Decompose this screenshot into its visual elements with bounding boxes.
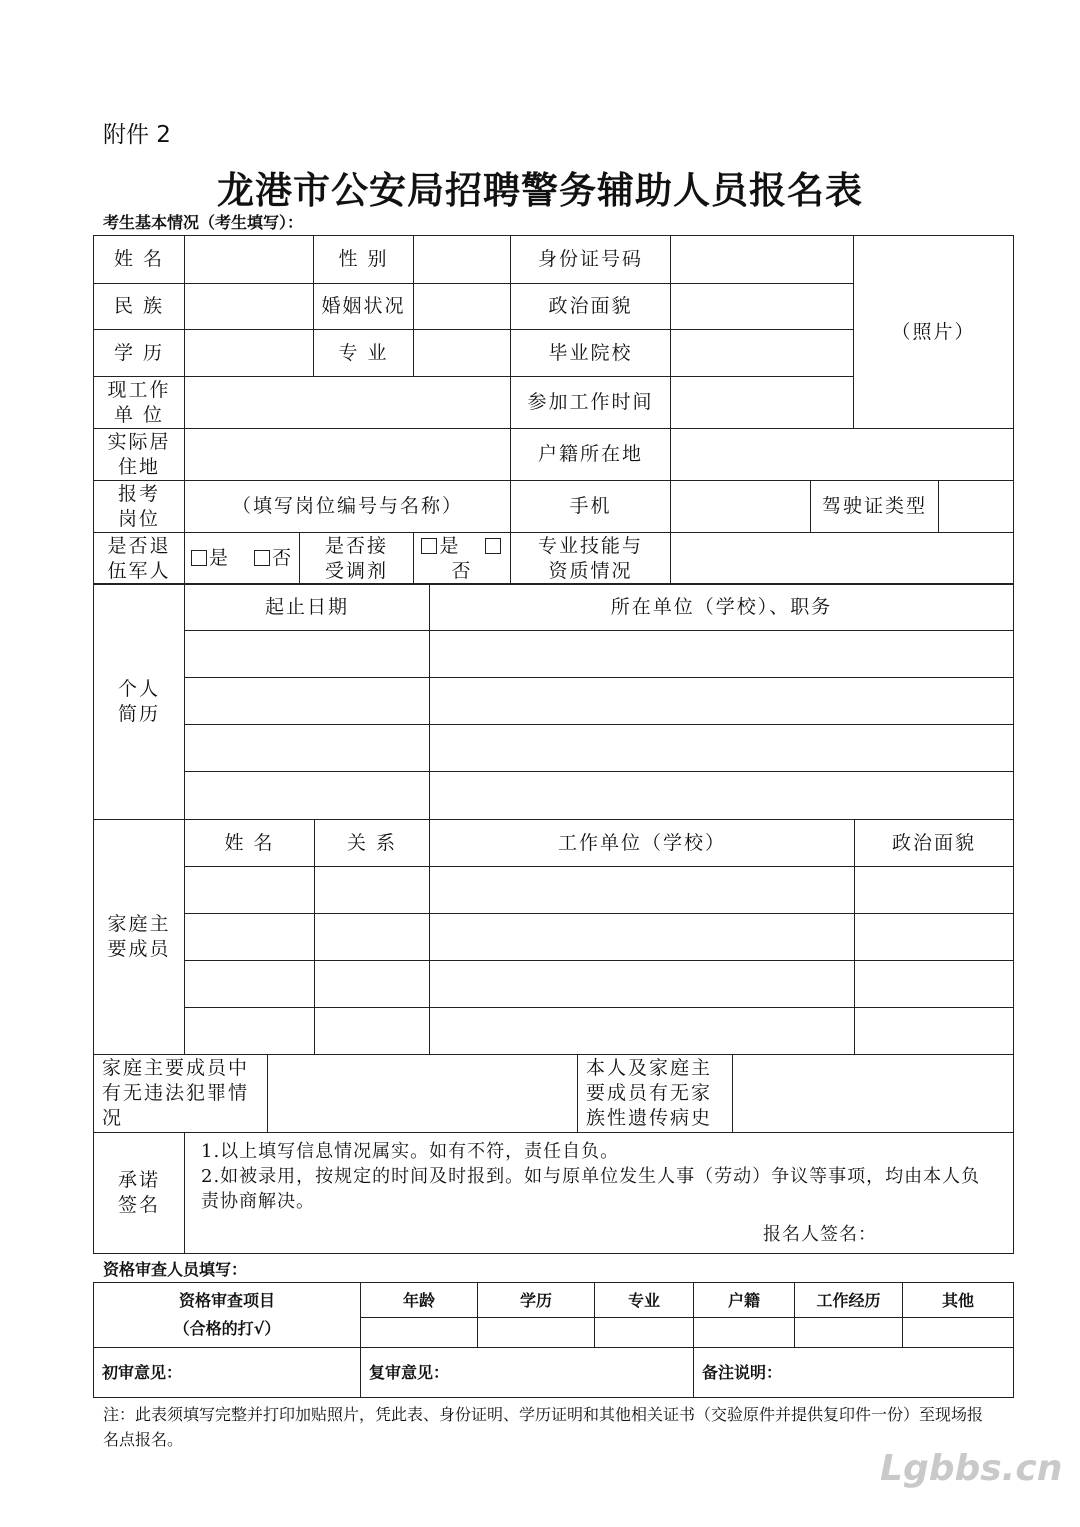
family-col-political: 政治面貌 [855,820,1014,867]
label-adjust [300,533,414,585]
family-unit-cell[interactable] [430,961,855,1008]
residence-field[interactable] [185,429,511,481]
label-marital: 婚姻状况 [314,284,414,330]
review-hukou-check[interactable] [694,1318,795,1348]
resume-date-cell[interactable] [185,725,430,772]
review-major-check[interactable] [595,1318,694,1348]
label-resume [94,584,185,820]
promise-text [185,1133,1014,1254]
veteran-options [185,533,300,585]
label-skills-text: 专业技能与资质情况 [538,534,644,582]
review-col-age: 年龄 [361,1283,478,1318]
label-ethnicity: 民 族 [94,284,185,330]
family-unit-cell[interactable] [430,914,855,961]
review-education-check[interactable] [478,1318,595,1348]
label-major: 专 业 [314,330,414,377]
label-family [94,820,185,1055]
resume-unit-cell[interactable] [430,631,1014,678]
attachment-label: 附件 2 [103,122,171,148]
review-col-education: 学历 [478,1283,595,1318]
resume-date-cell[interactable] [185,678,430,725]
family-relation-cell[interactable] [315,914,430,961]
veteran-no-label: 否 [272,547,294,569]
license-field[interactable] [939,481,1014,533]
family-name-cell[interactable] [185,867,315,914]
family-political-cell[interactable] [855,961,1014,1008]
veteran-yes-checkbox[interactable] [191,550,207,566]
education-field[interactable] [185,330,314,377]
review-experience-check[interactable] [795,1318,903,1348]
photo-box[interactable]: （照片） [854,236,1014,429]
form-title: 龙港市公安局招聘警务辅助人员报名表 [217,169,863,212]
resume-col-unit: 所在单位（学校）、职务 [430,584,1014,631]
label-id-number: 身份证号码 [511,236,671,284]
remark-field[interactable]: 备注说明： [694,1348,1014,1398]
label-veteran [94,533,185,585]
label-phone: 手机 [511,481,671,533]
family-political-cell[interactable] [855,867,1014,914]
family-name-cell[interactable] [185,1008,315,1055]
label-skills [511,533,671,585]
label-crime-text: 家庭主要成员中有无违法犯罪情况 [102,1057,250,1129]
school-field[interactable] [671,330,854,377]
label-school: 毕业院校 [511,330,671,377]
review-col-experience: 工作经历 [795,1283,903,1318]
watermark-logo: Lgbbs.cn [880,1448,1063,1489]
label-disease-text: 本人及家庭主要成员有无家族性遗传病史 [586,1057,713,1129]
declaration-table [93,1054,1014,1254]
family-name-cell[interactable] [185,961,315,1008]
family-relation-cell[interactable] [315,961,430,1008]
family-name-cell[interactable] [185,914,315,961]
review-age-check[interactable] [361,1318,478,1348]
label-veteran-text: 是否退伍军人 [107,534,171,582]
section-review-heading: 资格审查人员填写： [103,1260,248,1279]
family-unit-cell[interactable] [430,867,855,914]
review-col-hukou: 户籍 [694,1283,795,1318]
adjust-yes-label: 是 [439,534,461,557]
family-political-cell[interactable] [855,1008,1014,1055]
label-residence-text: 实际居住地 [107,430,171,478]
skills-field[interactable] [671,533,1014,585]
label-work-unit-text: 现工作单 位 [107,378,171,426]
resume-table [93,583,1014,820]
family-col-name: 姓 名 [185,820,315,867]
phone-field[interactable] [671,481,811,533]
label-resume-text: 个人简历 [117,677,160,725]
family-political-cell[interactable] [855,914,1014,961]
family-col-unit: 工作单位（学校） [430,820,855,867]
review-item-label [94,1283,361,1348]
registration-table [93,235,1014,585]
name-field[interactable] [185,236,314,284]
label-disease [578,1055,733,1133]
major-field[interactable] [414,330,511,377]
adjust-yes-checkbox[interactable] [421,538,437,554]
footnote: 注：此表须填写完整并打印加贴照片，凭此表、身份证明、学历证明和其他相关证书（交验原件并提供复印件一份）至现场报名点报名。 [103,1405,984,1449]
label-work-unit [94,377,185,429]
section-basic-heading: 考生基本情况（考生填写）： [103,213,304,232]
label-position [94,481,185,533]
label-hukou: 户籍所在地 [511,429,671,481]
adjust-options [414,533,511,585]
label-work-start: 参加工作时间 [511,377,671,429]
crime-field[interactable] [268,1055,578,1133]
label-crime [94,1055,268,1133]
work-start-field[interactable] [671,377,854,429]
label-family-text: 家庭主要成员 [107,913,171,960]
resume-unit-cell[interactable] [430,725,1014,772]
label-promise-text: 承诺签名 [117,1169,160,1216]
label-promise [94,1133,185,1254]
political-field[interactable] [671,284,854,330]
work-unit-field[interactable] [185,377,511,429]
family-unit-cell[interactable] [430,1008,855,1055]
promise-line-2: 2.如被录用，按规定的时间及时报到。如与原单位发生人事（劳动）争议等事项，均由本人负责协商解决。 [201,1166,981,1212]
label-residence [94,429,185,481]
review-col-major: 专业 [595,1283,694,1318]
resume-unit-cell[interactable] [430,678,1014,725]
disease-field[interactable] [733,1055,1014,1133]
family-table [93,819,1014,1055]
family-col-relation: 关 系 [315,820,430,867]
review-table [93,1282,1014,1398]
promise-line-1: 1.以上填写信息情况属实。如有不符，责任自负。 [201,1141,620,1162]
position-field[interactable]: （填写岗位编号与名称） [185,481,511,533]
resume-date-cell[interactable] [185,631,430,678]
ethnicity-field[interactable] [185,284,314,330]
veteran-yes-label: 是 [208,547,230,569]
resume-date-cell[interactable] [185,772,430,820]
marital-field[interactable] [414,284,511,330]
resume-unit-cell[interactable] [430,772,1014,820]
first-review-field[interactable]: 初审意见： [94,1348,361,1398]
label-adjust-text: 是否接受调剂 [324,534,388,582]
label-education: 学 历 [94,330,185,377]
review-item-text: 资格审查项目 [178,1291,275,1310]
hukou-field[interactable] [671,429,1014,481]
signature-label[interactable]: 报名人签名： [763,1224,877,1245]
label-political: 政治面貌 [511,284,671,330]
gender-field[interactable] [414,236,511,284]
label-position-text: 报考岗位 [117,482,160,530]
family-relation-cell[interactable] [315,867,430,914]
label-name: 姓 名 [94,236,185,284]
veteran-no-checkbox[interactable] [254,550,270,566]
review-other-check[interactable] [903,1318,1014,1348]
label-gender: 性 别 [314,236,414,284]
id-number-field[interactable] [671,236,854,284]
adjust-no-label: 否 [451,559,473,582]
adjust-no-checkbox[interactable] [485,538,501,554]
second-review-field[interactable]: 复审意见： [361,1348,694,1398]
resume-col-date: 起止日期 [185,584,430,631]
review-col-other: 其他 [903,1283,1014,1318]
review-item-hint: （合格的打√） [173,1319,281,1338]
label-license: 驾驶证类型 [811,481,939,533]
family-relation-cell[interactable] [315,1008,430,1055]
